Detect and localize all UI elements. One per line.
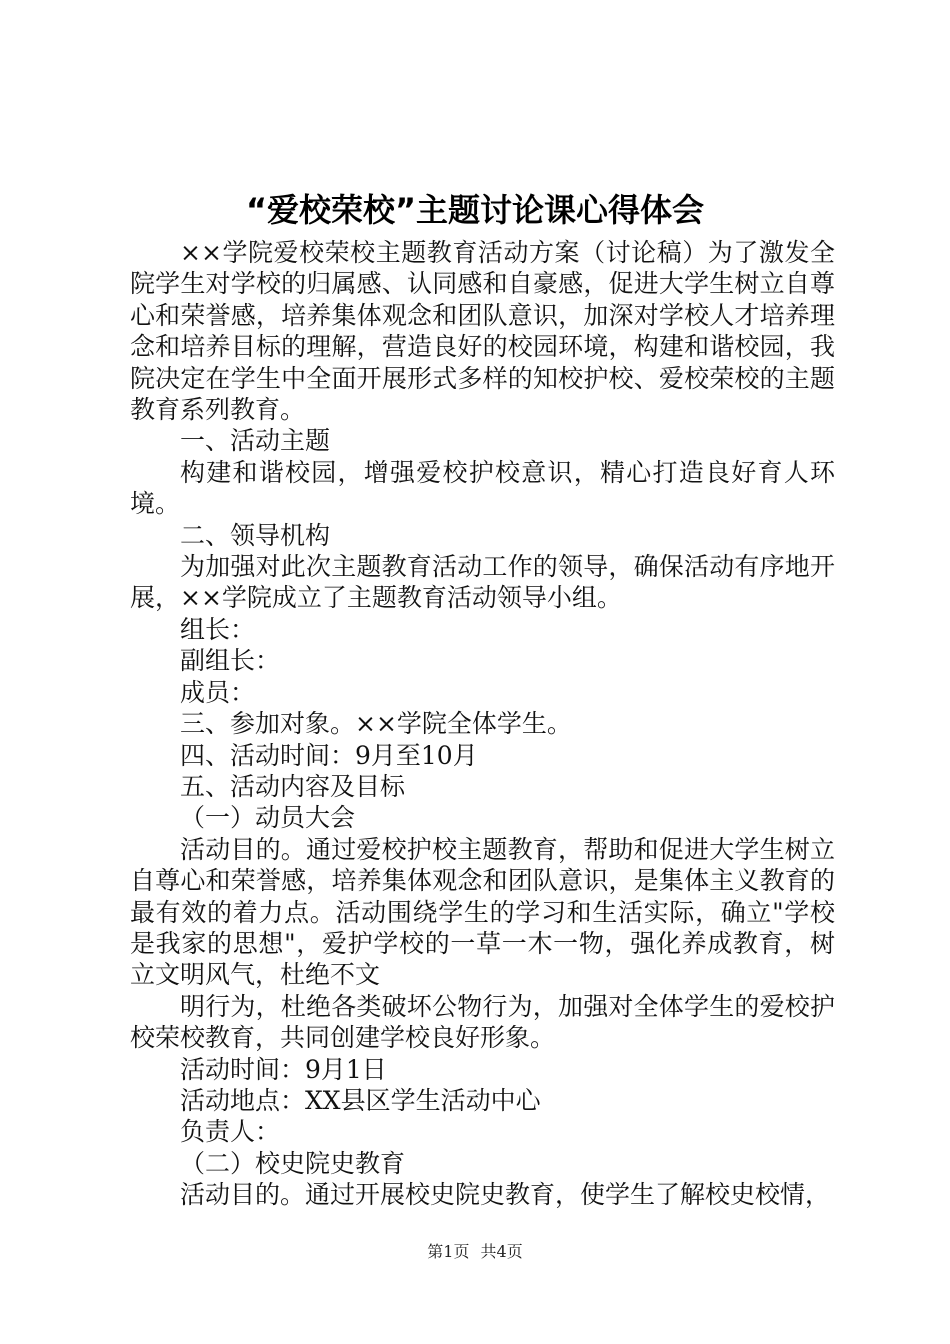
document-title: “爱校荣校”主题讨论课心得体会: [245, 191, 705, 229]
list-item: 组长：: [180, 614, 256, 644]
document-body: [130, 237, 835, 1211]
paragraph: 构建和谐校园，增强爱校护校意识，精心打造良好育人环境。: [130, 457, 835, 519]
paragraph: 明行为，杜绝各类破坏公物行为，加强对全体学生的爱校护校荣校教育，共同创建学校良好形象。: [130, 991, 835, 1053]
list-item: 负责人：: [180, 1117, 281, 1147]
paragraph: 为加强对此次主题教育活动工作的领导，确保活动有序地开展，××学院成立了主题教育活动领导小组。: [130, 552, 835, 613]
paragraph: 活动目的。通过开展校史院史教育，使学生了解校史校情，: [180, 1180, 831, 1210]
section-heading: 三、参加对象。××学院全体学生。: [180, 709, 572, 739]
section-heading: 二、领导机构: [180, 520, 331, 550]
page-footer: [0, 1240, 950, 1264]
subsection-heading: （二）校史院史教育: [180, 1148, 406, 1178]
list-item: 活动地点：XX县区学生活动中心: [180, 1085, 541, 1115]
subsection-heading: （一）动员大会: [180, 803, 356, 833]
list-item: 副组长：: [180, 646, 281, 676]
paragraph: ××学院爱校荣校主题教育活动方案（讨论稿）为了激发全院学生对学校的归属感、认同感和自豪感，促进大学生树立自尊心和荣誉感，培养集体观念和团队意识，加深对学校人才培养理念和培养目标的理解，营造良好的校园环境，构建和谐校园，我院决定在学生中全面开展形式多样的知校护校、爱校荣校的主题教育系列教育。: [130, 238, 835, 425]
page-total: 共4页: [480, 1242, 523, 1261]
list-item: 成员：: [180, 677, 256, 707]
paragraph: 活动目的。通过爱校护校主题教育，帮助和促进大学生树立自尊心和荣誉感，培养集体观念和团队意识，是集体主义教育的最有效的着力点。活动围绕学生的学习和生活实际，确立"学校是我家的思想"，爱护学校的一草一木一物，强化养成教育，树立文明风气，杜绝不文: [130, 834, 835, 990]
list-item: 活动时间：9月1日: [180, 1054, 387, 1084]
section-heading: 四、活动时间：9月至10月: [180, 740, 478, 770]
section-heading: 五、活动内容及目标: [180, 771, 406, 801]
section-heading: 一、活动主题: [180, 426, 331, 456]
page-number: 第1页: [427, 1242, 470, 1261]
